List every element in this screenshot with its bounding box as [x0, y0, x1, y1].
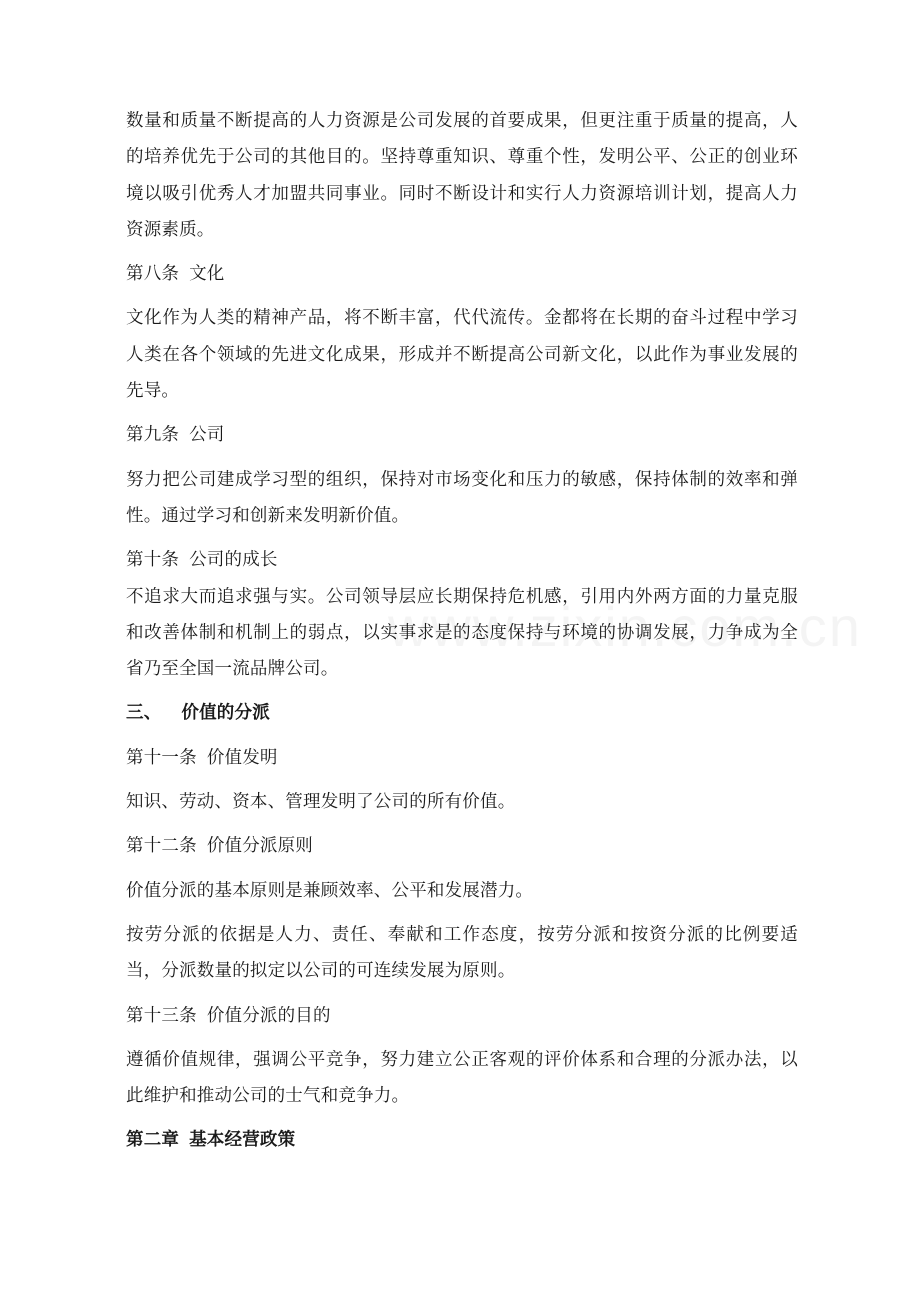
article-heading-9 — [126, 417, 798, 453]
article-title: 公司 — [189, 425, 225, 446]
paragraph-human-resources: 数量和质量不断提高的人力资源是公司发展的首要成果，但更注重于质量的提高，人的培养优先于公司的其他目的。坚持尊重知识、尊重个性，发明公平、公正的创业环境以吸引优秀人才加盟共同事业。同时不断设计和实行人力资源培训计划，提高人力资源素质。 — [126, 111, 798, 240]
document-body — [126, 103, 798, 1159]
article-number: 第九条 — [126, 425, 180, 446]
article-heading-8 — [126, 256, 798, 292]
chapter-title: 基本经营政策 — [189, 1130, 296, 1151]
article-number: 第十三条 — [126, 1005, 197, 1026]
article-title: 价值发明 — [206, 747, 278, 768]
section-number: 三、 — [126, 703, 162, 724]
paragraph-distribution-basis: 按劳分派的依据是人力、责任、奉献和工作态度，按劳分派和按资分派的比例要适当，分派数量的拟定以公司的可连续发展为原则。 — [126, 924, 798, 982]
paragraph-company: 努力把公司建成学习型的组织，保持对市场变化和压力的敏感，保持体制的效率和弹性。通过学习和创新来发明新价值。 — [126, 469, 798, 526]
chapter-number: 第二章 — [126, 1130, 180, 1151]
article-number: 第十一条 — [126, 747, 197, 768]
article-heading-13 — [126, 998, 798, 1034]
article-number: 第八条 — [126, 264, 180, 285]
chapter-heading-2 — [126, 1122, 798, 1158]
article-number: 第十条 — [126, 550, 180, 571]
article-number: 第十二条 — [126, 836, 197, 857]
section-heading-3 — [126, 695, 798, 731]
article-heading-12 — [126, 828, 798, 864]
paragraph-culture: 文化作为人类的精神产品，将不断丰富，代代流传。金都将在长期的奋斗过程中学习人类在各个领域的先进文化成果，形成并不断提高公司新文化，以此作为事业发展的先导。 — [126, 308, 798, 402]
section-title: 价值的分派 — [181, 703, 270, 724]
article-title: 价值分派原则 — [206, 836, 314, 857]
article-title: 文化 — [189, 264, 225, 285]
paragraph-distribution-principle: 价值分派的基本原则是兼顾效率、公平和发展潜力。 — [126, 880, 534, 901]
paragraph-company-growth: 不追求大而追求强与实。公司领导层应长期保持危机感，引用内外两方面的力量克服和改善体制和机制上的弱点，以实事求是的态度保持与环境的协调发展，力争成为全省乃至全国一流品牌公司。 — [126, 586, 798, 680]
article-title: 价值分派的目的 — [206, 1005, 331, 1026]
paragraph-value-creation: 知识、劳动、资本、管理发明了公司的所有价值。 — [126, 792, 516, 813]
article-heading-10 — [126, 542, 798, 578]
paragraph-distribution-purpose: 遵循价值规律，强调公平竞争，努力建立公正客观的评价体系和合理的分派办法，以此维护和推动公司的士气和竞争力。 — [126, 1049, 798, 1107]
article-title: 公司的成长 — [189, 550, 278, 571]
article-heading-11 — [126, 740, 798, 776]
